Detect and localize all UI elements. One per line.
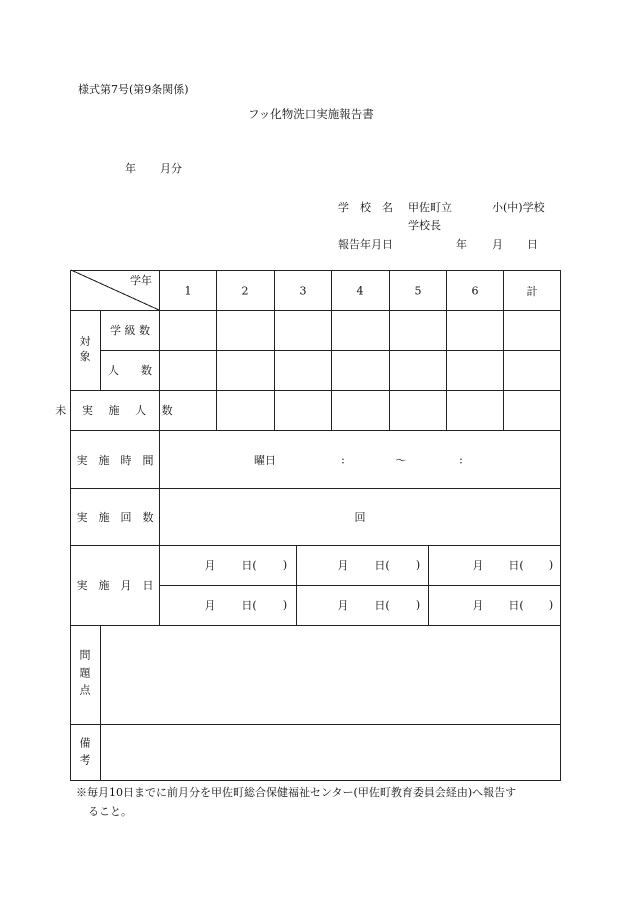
date-3-month: 月 (472, 559, 484, 572)
not-done-count-label: 未 実 施 人 数 (55, 404, 179, 417)
form-number: 様式第7号(第9条関係) (78, 83, 189, 96)
problems-cell (80, 647, 91, 700)
time-label: 実 施 時 間 (76, 454, 154, 467)
footnote-line-1: ※毎月10日までに前月分を甲佐町総合保健福祉センター(甲佐町教育委員会経由)へ報告す (76, 786, 517, 799)
grade-header-3: 3 (299, 284, 307, 298)
period-year: 年 (125, 162, 136, 175)
date-2-day: 日( (374, 559, 390, 572)
report-month: 月 (492, 238, 503, 251)
grade-header-5: 5 (414, 284, 422, 298)
form-title: フッ化物洗口実施報告書 (248, 107, 374, 121)
notes-cell (80, 736, 91, 769)
date-1-day: 日( (241, 559, 257, 572)
people-count-label: 人 数 (108, 364, 152, 377)
date-1-close: ) (282, 558, 288, 572)
target-group-cell (80, 335, 91, 365)
grade-header-1: 1 (184, 284, 192, 298)
time-colon-start: : (341, 453, 345, 467)
period-month: 月分 (160, 162, 182, 175)
school-town: 甲佐町立 (408, 201, 452, 214)
grade-header-6: 6 (471, 284, 479, 298)
time-tilde: 〜 (395, 454, 407, 467)
date-5-close: ) (415, 598, 421, 612)
date-4-month: 月 (204, 599, 216, 612)
grade-header-4: 4 (356, 284, 364, 298)
date-5-day: 日( (374, 599, 390, 612)
date-3-day: 日( (508, 559, 524, 572)
footnote-line-2: ること。 (88, 805, 132, 818)
time-colon-end: : (459, 453, 463, 467)
date-2-close: ) (415, 558, 421, 572)
times-unit: 回 (354, 511, 366, 524)
report-day: 日 (527, 238, 538, 251)
target-group-label: 対象 (79, 335, 91, 363)
date-4-day: 日( (241, 599, 257, 612)
problems-label: 問題点 (79, 648, 91, 697)
date-6-close: ) (548, 598, 554, 612)
grade-corner-label: 学年 (130, 274, 152, 287)
report-date-label: 報告年月日 (338, 238, 393, 251)
date-1-month: 月 (204, 559, 216, 572)
date-6-month: 月 (472, 599, 484, 612)
report-year: 年 (456, 238, 467, 251)
time-weekday: 曜日 (254, 454, 276, 467)
date-2-month: 月 (337, 559, 349, 572)
grade-header-total: 計 (526, 285, 538, 298)
school-type: 小(中)学校 (492, 201, 545, 214)
grade-header-2: 2 (241, 284, 249, 298)
date-4-close: ) (282, 598, 288, 612)
date-6-day: 日( (508, 599, 524, 612)
school-name-label: 学 校 名 (338, 201, 393, 214)
date-5-month: 月 (337, 599, 349, 612)
times-label: 実 施 回 数 (76, 511, 154, 524)
class-count-label: 学 級 数 (110, 324, 150, 337)
principal-label: 学校長 (408, 219, 441, 232)
date-label: 実 施 月 日 (76, 579, 154, 592)
date-3-close: ) (548, 558, 554, 572)
notes-label: 備考 (79, 736, 91, 766)
